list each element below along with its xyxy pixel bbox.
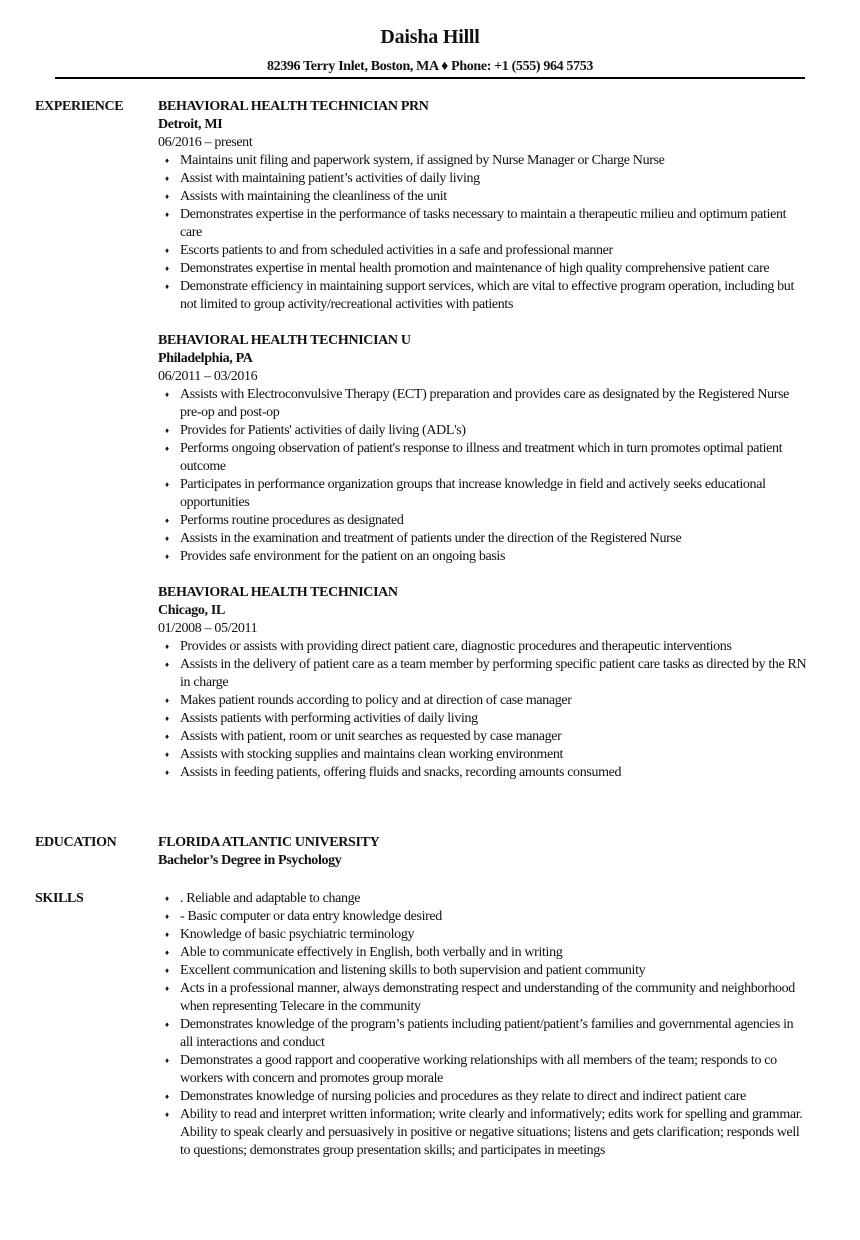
candidate-name: Daisha Hilll: [380, 26, 480, 48]
header-divider: [55, 77, 805, 79]
list-item: ♦ Assists in the examination and treatment of patients under the direction of the Registered Nurse: [180, 530, 808, 548]
list-item: ♦ Maintains unit filing and paperwork system, if assigned by Nurse Manager or Charge Nurse: [180, 152, 808, 170]
degree: Bachelor’s Degree in Psychology: [158, 853, 342, 868]
list-item: ♦ Makes patient rounds according to policy and at direction of case manager: [180, 692, 808, 710]
job-entry: [158, 98, 808, 314]
experience-list: [158, 98, 808, 800]
list-item: ♦ Assists with Electroconvulsive Therapy (ECT) preparation and provides care as designated by the Registered Nurse pre-op and post-op: [180, 386, 808, 422]
skill-item: ♦ Demonstrates knowledge of nursing policies and procedures as they relate to direct and indirect patient care: [180, 1088, 808, 1106]
skill-item: ♦ Acts in a professional manner, always demonstrating respect and understanding of the community and neighborhood when representing Telecare in the community: [180, 980, 808, 1016]
skill-item: ♦ Ability to read and interpret written information; write clearly and informatively; edits work for spelling and grammar. Ability to speak clearly and persuasively in positive or negative situations; listens and gets clarification; responds well to questions; demonstrates group presentation skills; and participates in meetings: [180, 1106, 808, 1160]
job-bullets: [158, 638, 808, 782]
job-title: BEHAVIORAL HEALTH TECHNICIAN U: [158, 333, 411, 348]
job-entry: [158, 584, 808, 782]
skill-item: ♦ Able to communicate effectively in English, both verbally and in writing: [180, 944, 808, 962]
experience-section: [35, 98, 825, 800]
section-label: EDUCATION: [35, 835, 117, 850]
list-item: ♦ Assists with patient, room or unit searches as requested by case manager: [180, 728, 808, 746]
list-item: ♦ Assists with stocking supplies and maintains clean working environment: [180, 746, 808, 764]
skill-item: ♦ Excellent communication and listening skills to both supervision and patient community: [180, 962, 808, 980]
job-entry: [158, 332, 808, 566]
list-item: ♦ Assists with maintaining the cleanliness of the unit: [180, 188, 808, 206]
school-name: FLORIDA ATLANTIC UNIVERSITY: [158, 835, 380, 850]
list-item: ♦ Participates in performance organization groups that increase knowledge in field and actively seeks educational opportunities: [180, 476, 808, 512]
job-title: BEHAVIORAL HEALTH TECHNICIAN: [158, 585, 398, 600]
section-label: EXPERIENCE: [35, 99, 124, 114]
list-item: ♦ Performs ongoing observation of patient's response to illness and treatment which in turn promotes optimal patient outcome: [180, 440, 808, 476]
job-title: BEHAVIORAL HEALTH TECHNICIAN PRN: [158, 99, 429, 114]
skill-item: ♦ Demonstrates knowledge of the program’s patients including patient/patient’s families and governmental agencies in all interactions and conduct: [180, 1016, 808, 1052]
job-dates: 01/2008 – 05/2011: [158, 621, 258, 636]
list-item: ♦ Demonstrate efficiency in maintaining support services, which are vital to effective program operation, including but not limited to group activity/recreational activities with patients: [180, 278, 808, 314]
list-item: ♦ Provides or assists with providing direct patient care, diagnostic procedures and therapeutic interventions: [180, 638, 808, 656]
contact-line: 82396 Terry Inlet, Boston, MA ♦ Phone: +1 (555) 964 5753: [266, 59, 594, 74]
job-dates: 06/2011 – 03/2016: [158, 369, 258, 384]
list-item: ♦ Escorts patients to and from scheduled activities in a safe and professional manner: [180, 242, 808, 260]
skill-item: ♦ - Basic computer or data entry knowledge desired: [180, 908, 808, 926]
education-section: [35, 834, 825, 870]
job-bullets: [158, 152, 808, 314]
list-item: ♦ Assists in the delivery of patient care as a team member by performing specific patient care tasks as directed by the RN in charge: [180, 656, 808, 692]
list-item: ♦ Performs routine procedures as designated: [180, 512, 808, 530]
skill-item: ♦ Knowledge of basic psychiatric terminology: [180, 926, 808, 944]
skills-list: [158, 890, 808, 1160]
job-dates: 06/2016 – present: [158, 135, 253, 150]
section-label: SKILLS: [35, 891, 84, 906]
list-item: ♦ Demonstrates expertise in the performance of tasks necessary to maintain a therapeutic milieu and optimum patient care: [180, 206, 808, 242]
job-location: Chicago, IL: [158, 603, 225, 618]
list-item: ♦ Provides for Patients' activities of daily living (ADL's): [180, 422, 808, 440]
job-location: Detroit, MI: [158, 117, 223, 132]
skills-section: [35, 890, 825, 1160]
skill-item: ♦ Demonstrates a good rapport and cooperative working relationships with all members of the team; responds to co workers with concern and promotes group morale: [180, 1052, 808, 1088]
list-item: ♦ Assist with maintaining patient’s activities of daily living: [180, 170, 808, 188]
list-item: ♦ Assists in feeding patients, offering fluids and snacks, recording amounts consumed: [180, 764, 808, 782]
job-location: Philadelphia, PA: [158, 351, 253, 366]
job-bullets: [158, 386, 808, 566]
skill-item: ♦ . Reliable and adaptable to change: [180, 890, 808, 908]
list-item: ♦ Assists patients with performing activities of daily living: [180, 710, 808, 728]
list-item: ♦ Provides safe environment for the patient on an ongoing basis: [180, 548, 808, 566]
list-item: ♦ Demonstrates expertise in mental health promotion and maintenance of high quality comprehensive patient care: [180, 260, 808, 278]
